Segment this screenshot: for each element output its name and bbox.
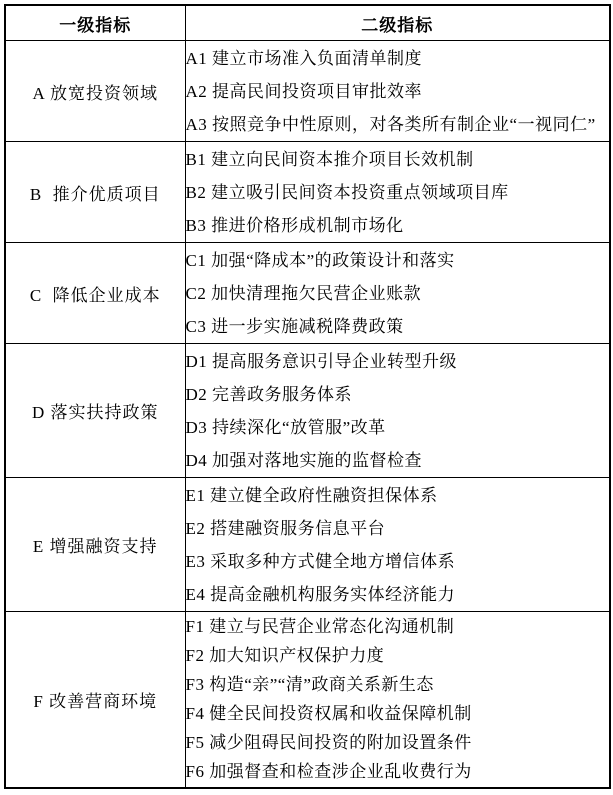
- table-row: [5, 478, 610, 612]
- level2-indicator-list: [185, 612, 610, 788]
- level2-indicator-list: [185, 478, 610, 612]
- level2-indicator-item: F3 构造“亲”“清”政商关系新生态: [185, 675, 434, 695]
- level2-indicator-item: A3 按照竞争中性原则，对各类所有制企业“一视同仁”: [185, 114, 596, 134]
- level2-indicator-item: E2 搭建融资服务信息平台: [185, 518, 386, 538]
- level2-indicator-item: D4 加强对落地实施的监督检查: [185, 450, 423, 470]
- level2-indicator-item: D2 完善政务服务体系: [185, 384, 353, 404]
- table-row: [5, 612, 610, 788]
- level2-indicator-item: F1 建立与民营企业常态化沟通机制: [185, 617, 455, 637]
- table-body: [5, 41, 610, 788]
- level2-indicator-item: D3 持续深化“放管服”改革: [185, 417, 386, 437]
- level1-indicator: B 推介优质项目: [5, 142, 185, 243]
- level2-indicator-item: E1 建立健全政府性融资担保体系: [185, 485, 438, 505]
- level2-indicator-list: [185, 41, 610, 142]
- level1-indicator: D 落实扶持政策: [5, 344, 185, 478]
- level2-indicator-item: B1 建立向民间资本推介项目长效机制: [185, 149, 474, 169]
- level2-indicator-item: C2 加快清理拖欠民营企业账款: [185, 283, 422, 303]
- level2-indicator-item: C1 加强“降成本”的政策设计和落实: [185, 250, 455, 270]
- column-header-level1: 一级指标: [5, 5, 185, 41]
- column-header-level2: 二级指标: [185, 5, 610, 41]
- indicator-table: [4, 4, 611, 789]
- level2-indicator-item: F4 健全民间投资权属和收益保障机制: [185, 704, 472, 724]
- level2-indicator-item: F2 加大知识产权保护力度: [185, 646, 385, 666]
- level2-indicator-item: A1 建立市场准入负面清单制度: [185, 48, 423, 68]
- level1-indicator: F 改善营商环境: [5, 612, 185, 788]
- level2-indicator-item: F5 减少阻碍民间投资的附加设置条件: [185, 733, 472, 753]
- level2-indicator-item: F6 加强督查和检查涉企业乱收费行为: [185, 762, 472, 782]
- level2-indicator-item: E4 提高金融机构服务实体经济能力: [185, 584, 456, 604]
- level2-indicator-item: E3 采取多种方式健全地方增信体系: [185, 551, 456, 571]
- level1-indicator: C 降低企业成本: [5, 243, 185, 344]
- header-row: [5, 5, 610, 41]
- level2-indicator-list: [185, 142, 610, 243]
- level2-indicator-item: B3 推进价格形成机制市场化: [185, 215, 404, 235]
- table-row: [5, 41, 610, 142]
- level1-indicator: A 放宽投资领域: [5, 41, 185, 142]
- level1-indicator: E 增强融资支持: [5, 478, 185, 612]
- level2-indicator-item: A2 提高民间投资项目审批效率: [185, 81, 423, 101]
- level2-indicator-list: [185, 243, 610, 344]
- table-row: [5, 243, 610, 344]
- level2-indicator-item: B2 建立吸引民间资本投资重点领域项目库: [185, 182, 509, 202]
- level2-indicator-item: C3 进一步实施减税降费政策: [185, 316, 404, 336]
- table-row: [5, 142, 610, 243]
- level2-indicator-list: [185, 344, 610, 478]
- level2-indicator-item: D1 提高服务意识引导企业转型升级: [185, 351, 458, 371]
- table-row: [5, 344, 610, 478]
